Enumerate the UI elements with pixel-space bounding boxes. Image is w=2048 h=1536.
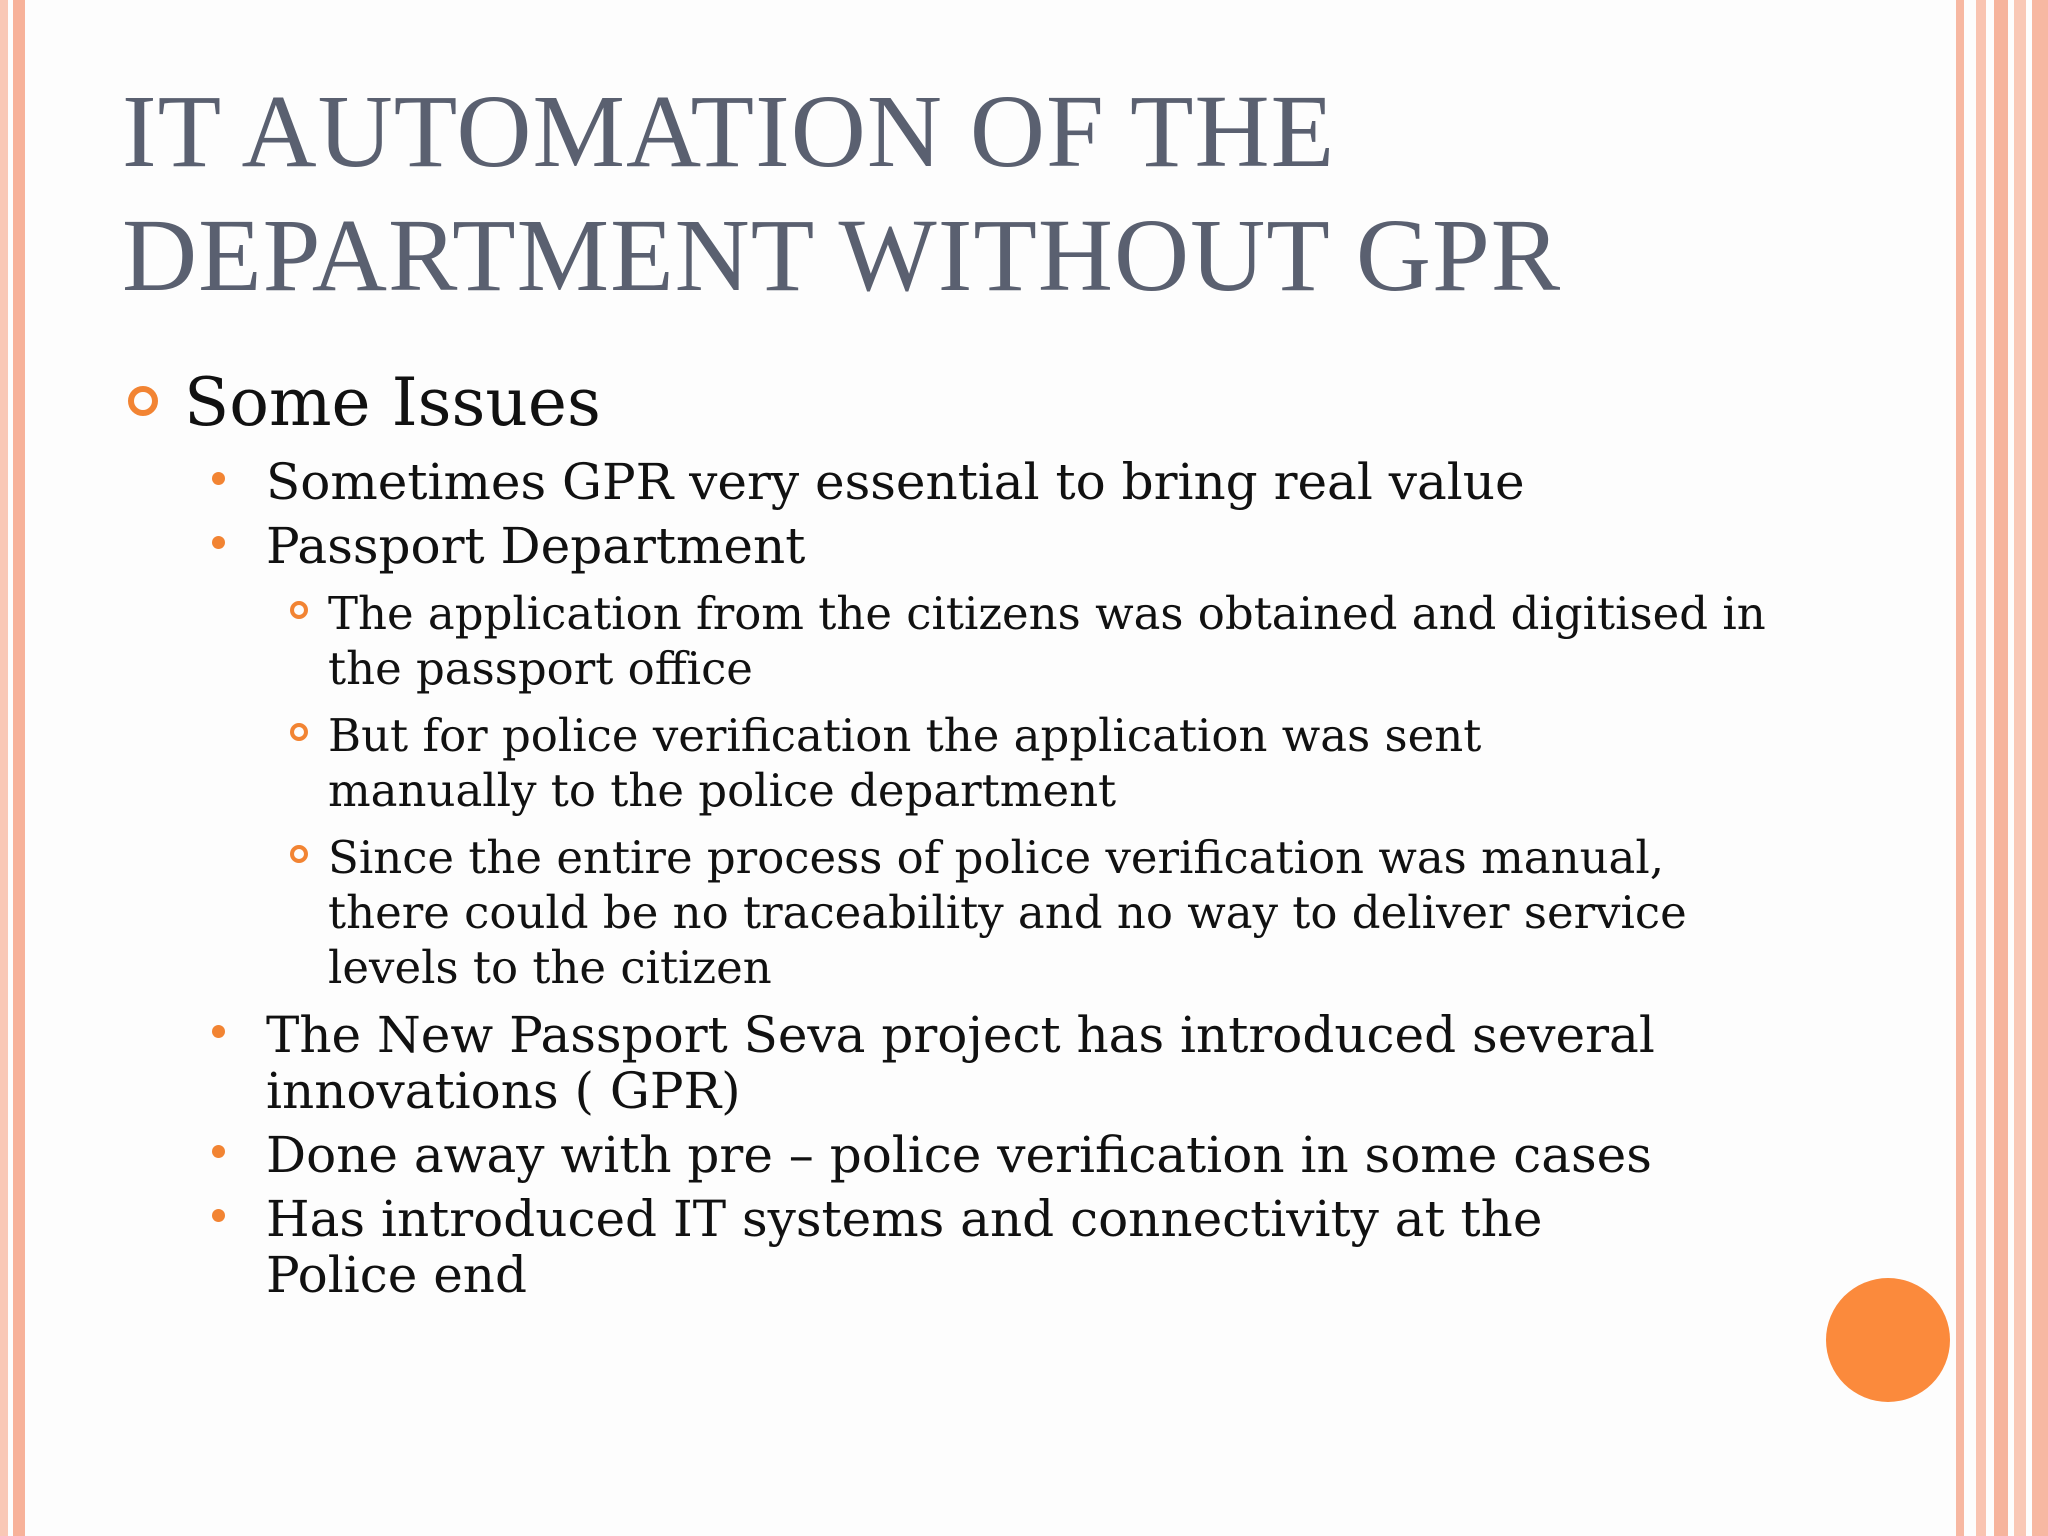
bullet-text: The New Passport Seva project has introduced several innovations ( GPR) xyxy=(266,1006,1655,1120)
slide-title-line-1: IT AUTOMATION OF THE xyxy=(122,74,1336,189)
bullet-text: Has introduced IT systems and connectivity at the Police end xyxy=(266,1190,1543,1304)
bullet-level1 xyxy=(122,360,1822,446)
bullet-text: Passport Department xyxy=(266,517,806,575)
bullet-level2 xyxy=(122,1127,1822,1183)
decorative-orange-circle xyxy=(1826,1278,1950,1402)
bullet-level2 xyxy=(122,1191,1822,1303)
bullet-text: Sometimes GPR very essential to bring real value xyxy=(266,453,1525,511)
bullet-level2 xyxy=(122,454,1822,510)
right-border-stripe xyxy=(1976,0,1986,1536)
bullet-level2 xyxy=(122,1007,1822,1119)
bullet-level2 xyxy=(122,518,1822,574)
right-border-stripe xyxy=(2032,0,2048,1536)
left-border-stripe-inner xyxy=(13,0,25,1536)
right-border-stripe xyxy=(1956,0,1964,1536)
dot-bullet-icon xyxy=(212,472,225,485)
section-heading: Some Issues xyxy=(184,364,601,441)
sub-bullet-text: But for police verification the application was sent manually to the police department xyxy=(328,709,1482,817)
hollow-circle-bullet-icon xyxy=(290,723,308,741)
slide-title-line-2: DEPARTMENT WITHOUT GPR xyxy=(122,198,1562,313)
sub-bullet-text: Since the entire process of police verification was manual, there could be no traceability and no way to deliver service levels to the citizen xyxy=(328,831,1687,994)
dot-bullet-icon xyxy=(212,1025,225,1038)
slide-title xyxy=(122,70,1742,318)
bullet-level3 xyxy=(122,586,1822,696)
dot-bullet-icon xyxy=(212,1209,225,1222)
hollow-circle-bullet-icon xyxy=(290,845,308,863)
bullet-level3 xyxy=(122,708,1822,818)
dot-bullet-icon xyxy=(212,1145,225,1158)
hollow-circle-bullet-icon xyxy=(128,386,158,416)
hollow-circle-bullet-icon xyxy=(290,601,308,619)
dot-bullet-icon xyxy=(212,536,225,549)
right-border-stripe xyxy=(2014,0,2026,1536)
bullet-text: Done away with pre – police verification in some cases xyxy=(266,1126,1652,1184)
sub-bullet-text: The application from the citizens was obtained and digitised in the passport office xyxy=(328,587,1766,695)
slide-body xyxy=(122,360,1822,1303)
bullet-level3 xyxy=(122,830,1822,995)
left-border-stripe xyxy=(0,0,8,1536)
right-border-stripe xyxy=(1994,0,2008,1536)
